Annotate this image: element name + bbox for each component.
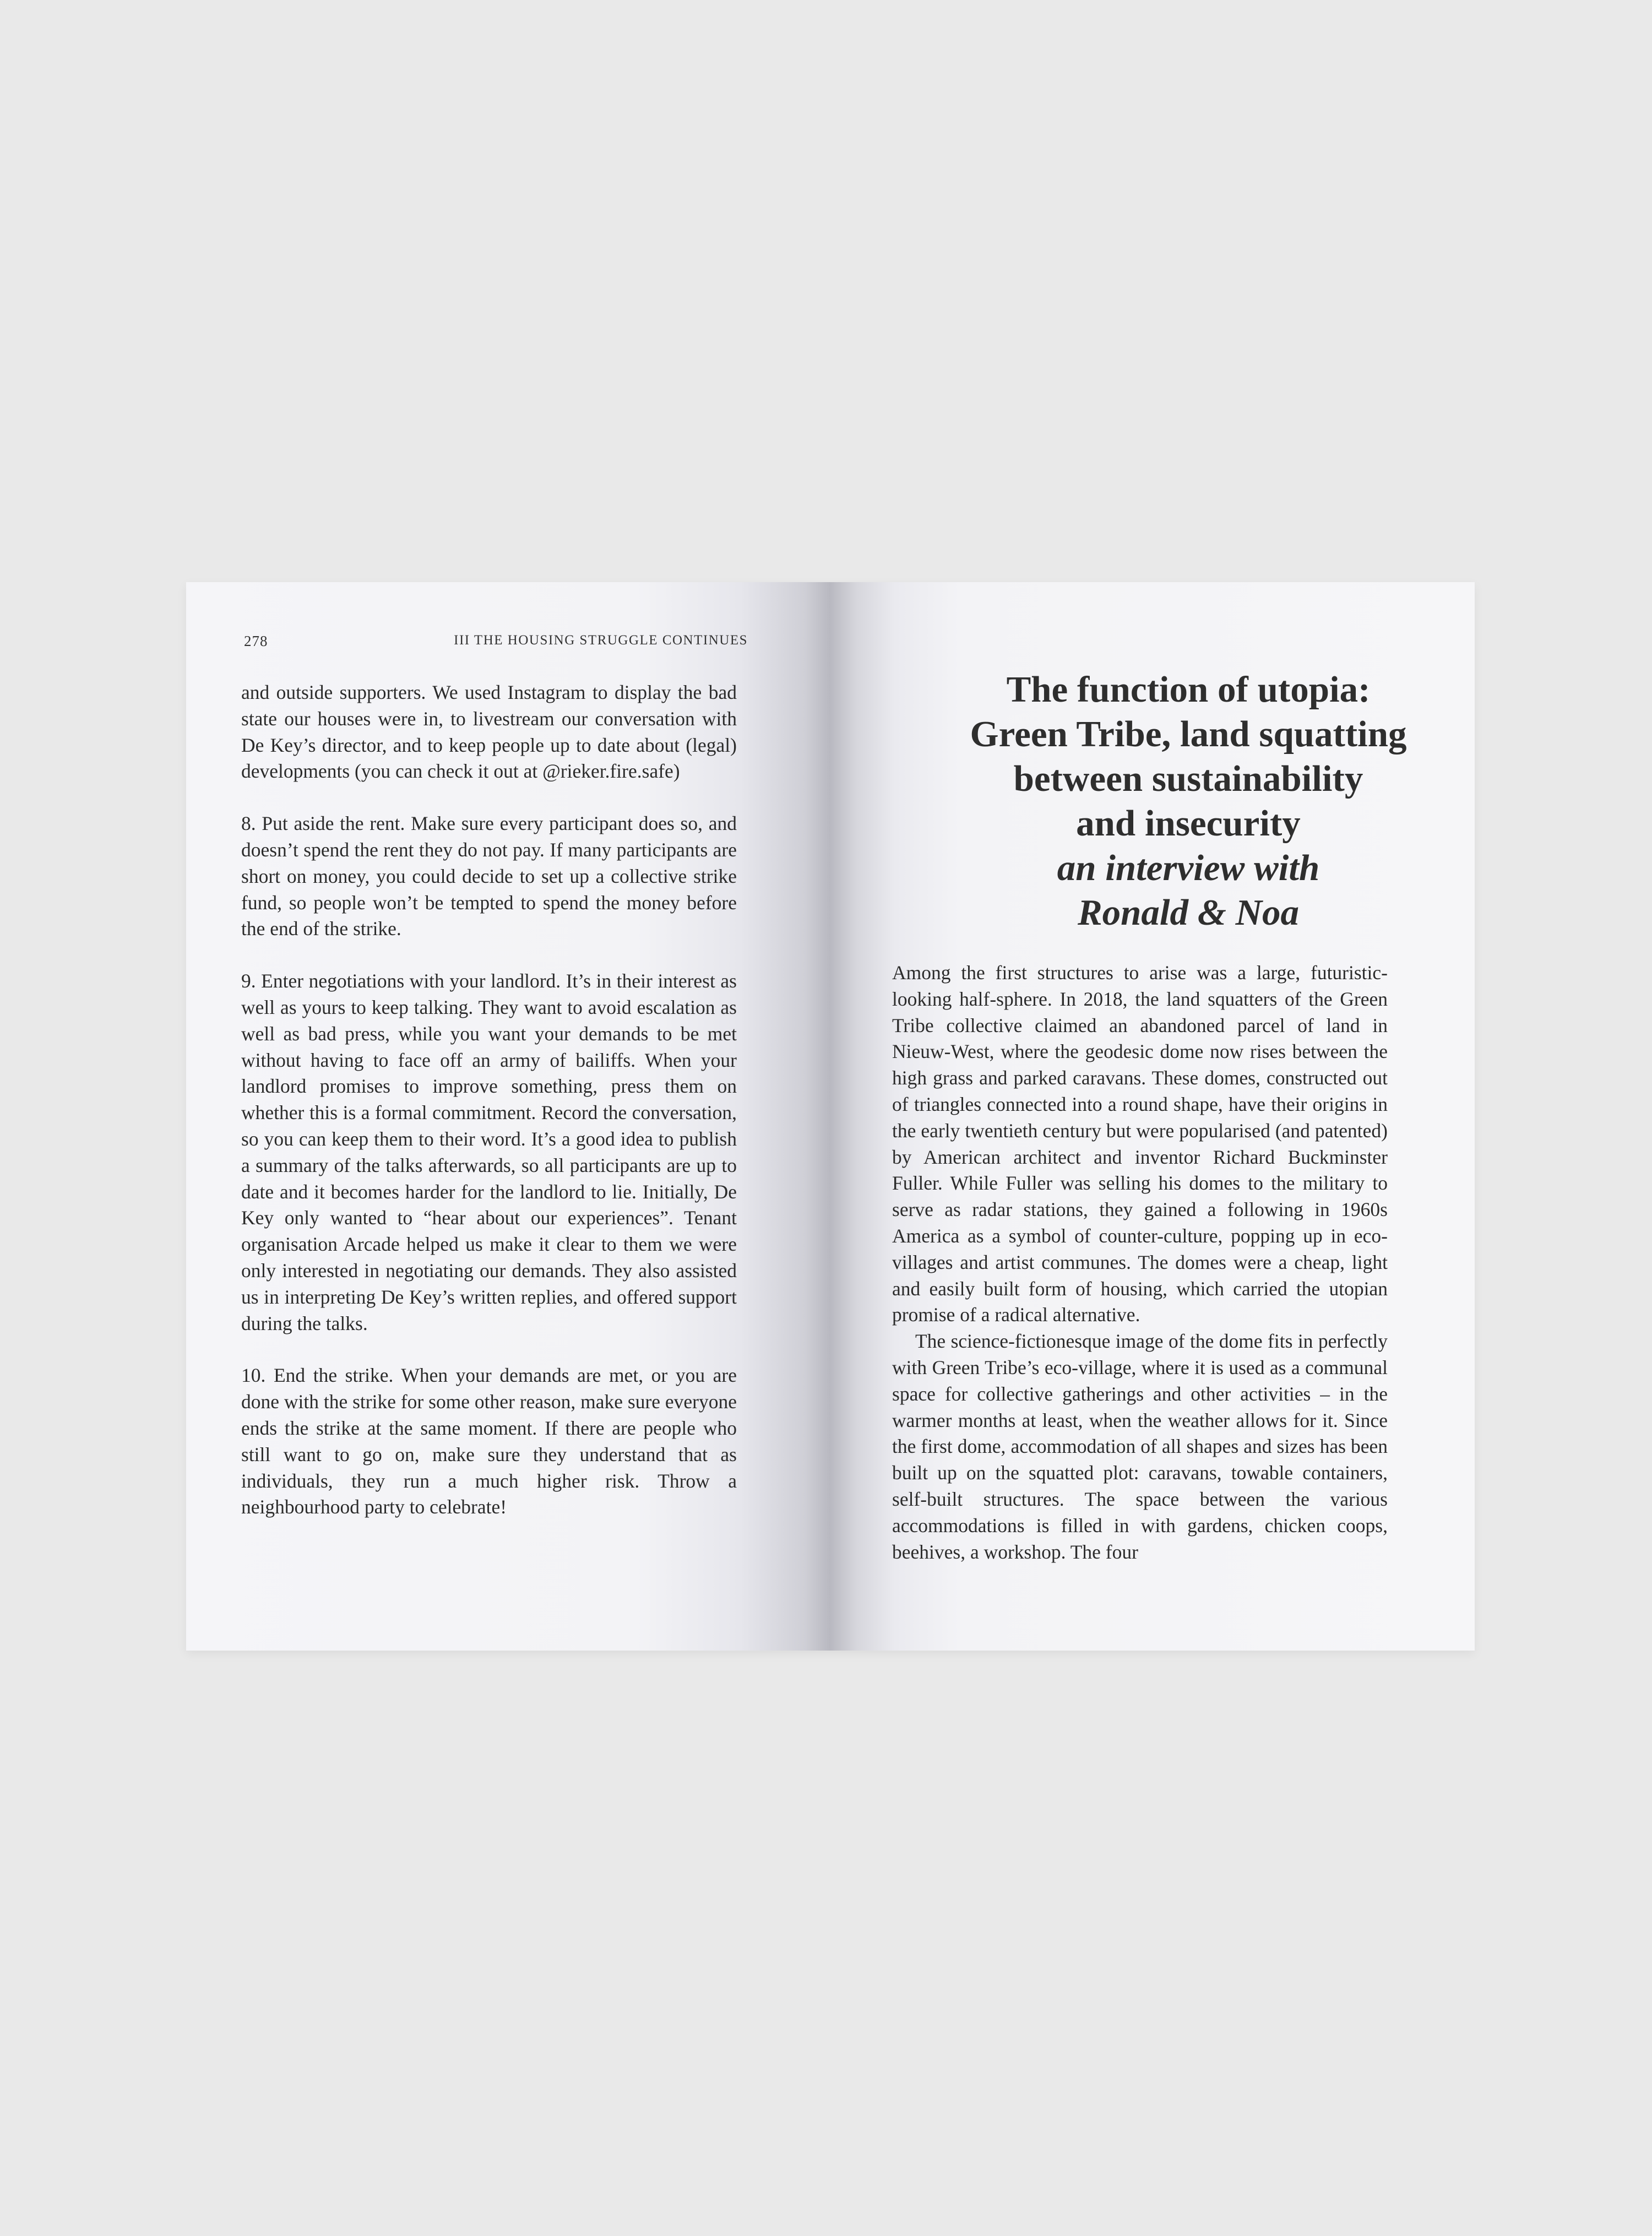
paragraph: and outside supporters. We used Instagram to display the bad state our houses were in, to livestream our conversation with De Key’s director, and to keep people up to date about (legal) developments (you can check it out at @rieker.fire.safe): [241, 681, 737, 783]
paragraph: 8. Put aside the rent. Make sure every participant does so, and doesn’t spend the rent they do not pay. If many participants are short on money, you could decide to set up a collective strike fund, so people won’t be tempted to spend the money before the end of the strike.: [241, 812, 737, 940]
subtitle-line: Ronald & Noa: [1077, 892, 1300, 933]
right-page: [830, 582, 1475, 1651]
paragraph: The science-fictionesque image of the dome fits in perfectly with Green Tribe’s eco-village, where it is used as a communal space for collective gatherings and other activities – in the warmer months at least, when the weather allows for it. Since the first dome, accommodation of all shapes and sizes has been built up on the squatted plot: caravans, towable containers, self-built structures. The space between the various accommodations is filled in with gardens, chicken coops, beehives, a workshop. The four: [892, 1330, 1388, 1563]
left-page: [186, 582, 830, 1651]
page-number: 278: [244, 633, 268, 649]
open-book: [186, 582, 1475, 1651]
right-body-text: [892, 960, 1388, 1565]
title-line: The function of utopia:: [1006, 669, 1371, 710]
subtitle-line: an interview with: [1057, 848, 1320, 888]
running-head: [244, 633, 748, 655]
chapter-title: [913, 667, 1464, 935]
title-line: between sustainability: [1013, 758, 1363, 799]
title-line: Green Tribe, land squatting: [970, 714, 1407, 755]
section-title: III THE HOUSING STRUGGLE CONTINUES: [454, 633, 748, 648]
paragraph: 9. Enter negotiations with your landlord. It’s in their interest as well as yours to keep talking. They want to avoid escalation as well as bad press, while you want your demands to be met without having to face off an army of bailiffs. When your landlord promises to improve something, press them on whether this is a formal commitment. Record the conversation, so you can keep them to their word. It’s a good idea to publish a summary of the talks afterwards, so all participants are up to date and it becomes harder for the landlord to lie. Initially, De Key only wanted to “hear about our experiences”. Tenant organisation Arcade helped us make it clear to them we were only interested in negotiating our demands. They also assisted us in interpreting De Key’s written replies, and offered support during the talks.: [241, 970, 737, 1334]
paragraph: 10. End the strike. When your demands are met, or you are done with the strike for some other reason, make sure everyone ends the strike at the same moment. If there are people who still want to go on, make sure they understand that as individuals, they run a much higher risk. Throw a neighbourhood party to celebrate!: [241, 1364, 737, 1518]
left-body-text: [241, 680, 737, 1546]
paragraph: Among the first structures to arise was a large, futuristic-looking half-sphere. In 2018, the land squatters of the Green Tribe collective claimed an abandoned parcel of land in Nieuw-West, where the geodesic dome now rises between the high grass and parked caravans. These domes, constructed out of triangles connected into a round shape, have their origins in the early twentieth century but were popularised (and patented) by American architect and inventor Richard Buckminster Fuller. While Fuller was selling his domes to the military to serve as radar stations, they gained a following in 1960s America as a symbol of counter-culture, popping up in eco-villages and artist communes. The domes were a cheap, light and easily built form of housing, which carried the utopian promise of a radical alternative.: [892, 962, 1388, 1326]
title-line: and insecurity: [1076, 803, 1301, 844]
